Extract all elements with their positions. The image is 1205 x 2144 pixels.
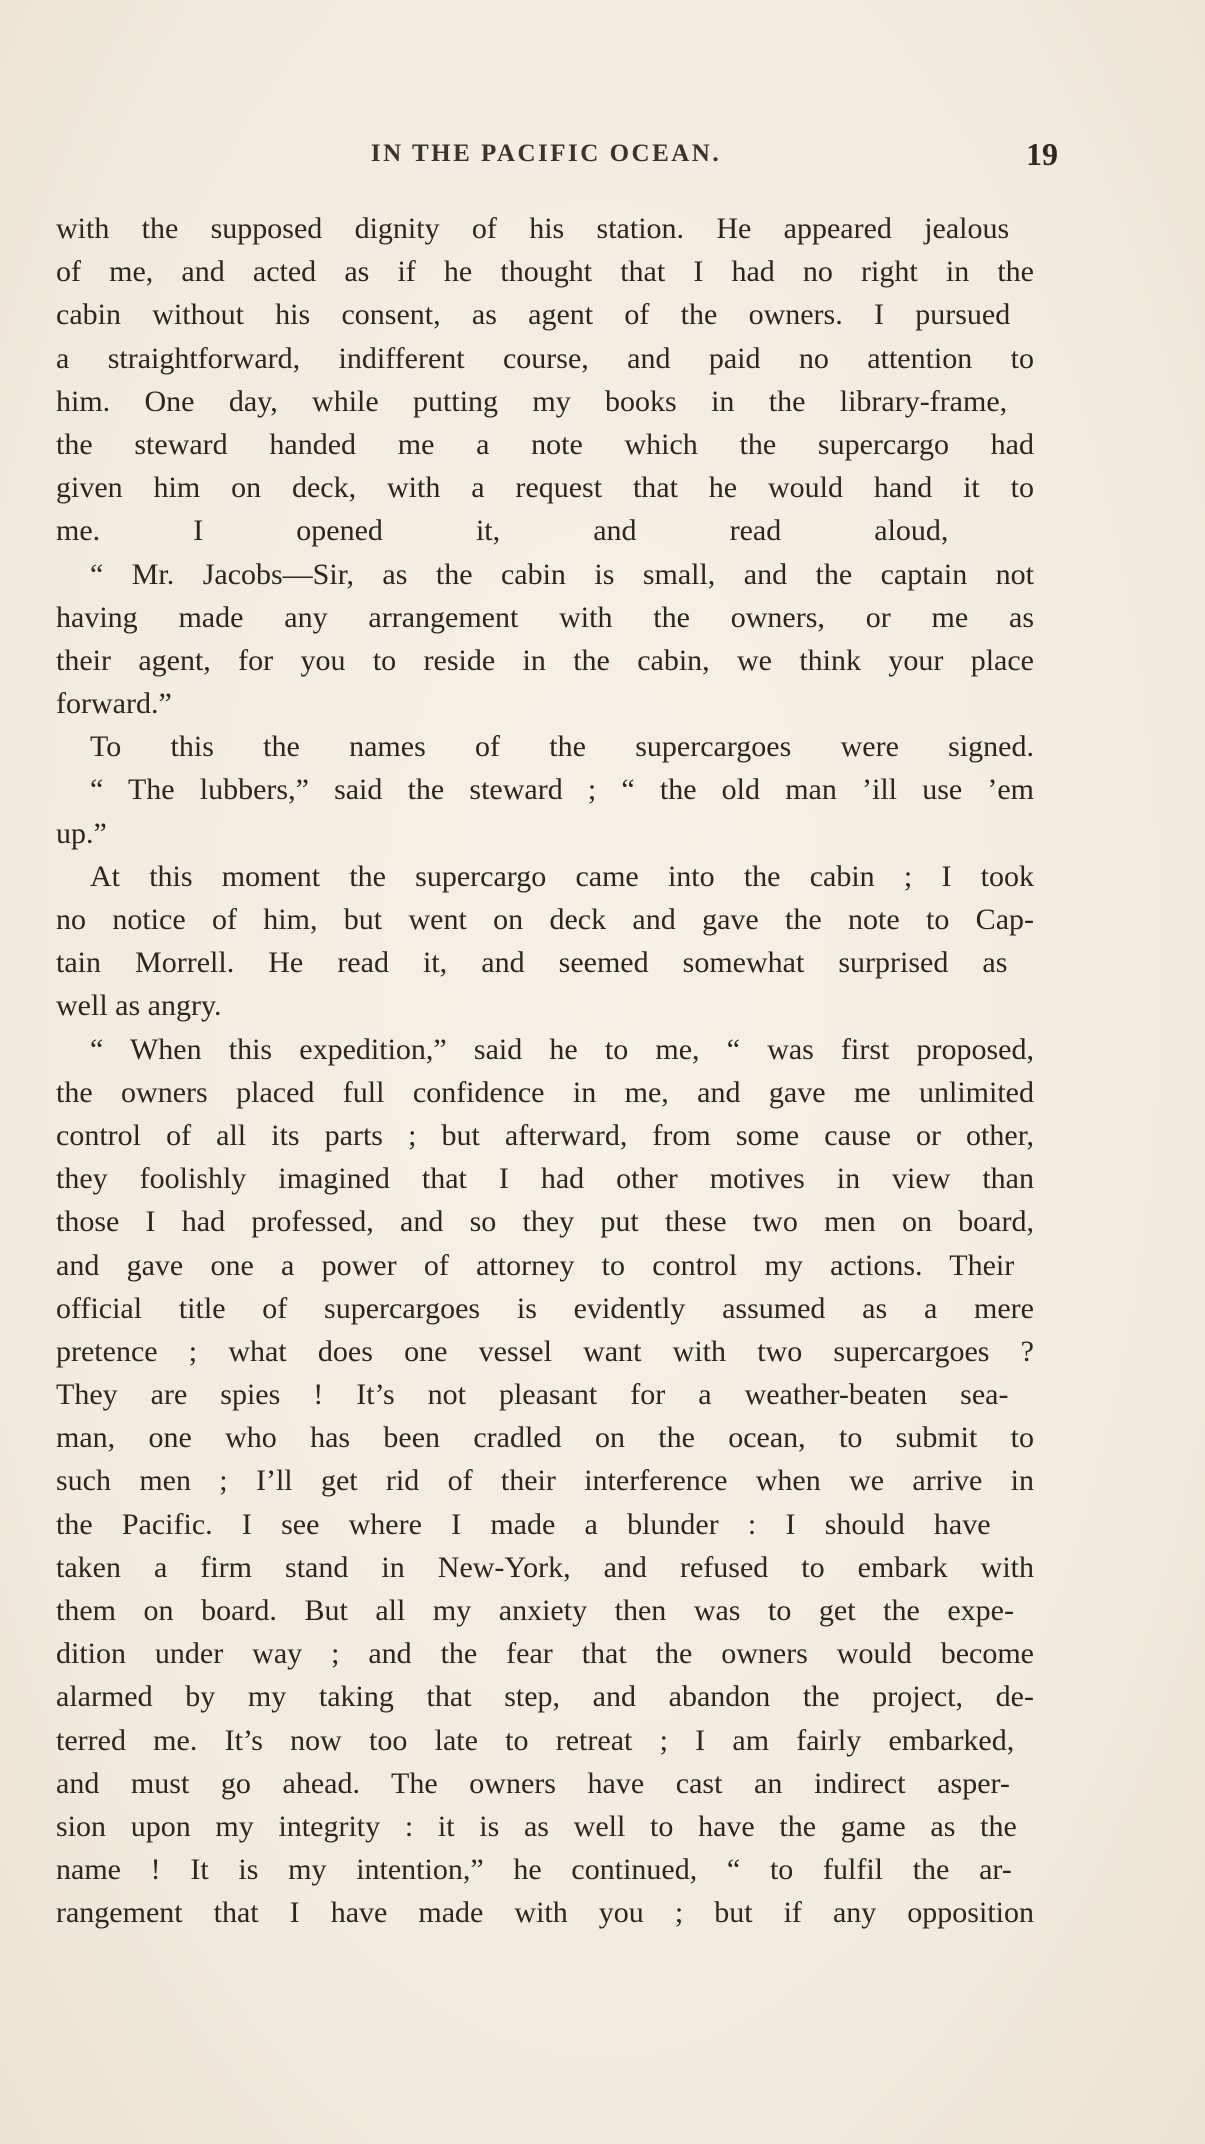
- text-line: name ! It is my intention,” he continued, “ to fulfil the ar-: [56, 1853, 1012, 1887]
- text-line: control of all its parts ; but afterward, from some cause or other,: [56, 1118, 1034, 1152]
- text-line: rangement that I have made with you ; but if any opposition: [56, 1896, 1034, 1930]
- text-line: They are spies ! It’s not pleasant for a weather-beaten sea-: [56, 1378, 1009, 1412]
- text-line: pretence ; what does one vessel want with two supercargoes ?: [56, 1334, 1034, 1368]
- text-line: sion upon my integrity : it is as well to have the game as the: [56, 1809, 1017, 1843]
- text-line: dition under way ; and the fear that the owners would become: [56, 1637, 1034, 1671]
- text-line: given him on deck, with a request that he would hand it to: [56, 471, 1034, 505]
- text-line: me. I opened it, and read aloud,: [56, 514, 949, 548]
- text-line: alarmed by my taking that step, and abandon the project, de-: [56, 1680, 1034, 1714]
- text-line: the Pacific. I see where I made a blunder : I should have: [56, 1507, 991, 1541]
- text-line: To this the names of the supercargoes were signed.: [90, 730, 1034, 764]
- text-line: of me, and acted as if he thought that I had no right in the: [56, 255, 1034, 289]
- text-line: terred me. It’s now too late to retreat ; I am fairly embarked,: [56, 1723, 1015, 1757]
- text-line: those I had professed, and so they put these two men on board,: [56, 1205, 1034, 1239]
- text-line: they foolishly imagined that I had other motives in view than: [56, 1162, 1034, 1196]
- text-line: with the supposed dignity of his station. He appeared jealous: [56, 212, 1010, 245]
- text-line: “ The lubbers,” said the steward ; “ the old man ’ill use ’em: [90, 773, 1034, 807]
- text-line: man, one who has been cradled on the ocean, to submit to: [56, 1421, 1034, 1455]
- text-line: taken a firm stand in New-York, and refused to embark with: [56, 1550, 1034, 1584]
- text-line: forward.”: [56, 687, 172, 721]
- text-line: and gave one a power of attorney to control my actions. Their: [56, 1248, 1015, 1282]
- text-line: them on board. But all my anxiety then was to get the expe-: [56, 1594, 1014, 1627]
- text-line: and must go ahead. The owners have cast an indirect asper-: [56, 1766, 1010, 1800]
- text-line: well as angry.: [56, 989, 222, 1023]
- text-line: a straightforward, indifferent course, and paid no attention to: [56, 341, 1034, 375]
- text-line: “ When this expedition,” said he to me, “ was first proposed,: [90, 1032, 1034, 1066]
- text-line: the owners placed full confidence in me, and gave me unlimited: [56, 1075, 1034, 1109]
- text-line: their agent, for you to reside in the cabin, we think your place: [56, 643, 1034, 677]
- text-line: no notice of him, but went on deck and gave the note to Cap-: [56, 903, 1034, 936]
- text-line: official title of supercargoes is evidently assumed as a mere: [56, 1291, 1034, 1325]
- text-line: such men ; I’ll get rid of their interference when we arrive in: [56, 1464, 1034, 1498]
- page-number: 19: [1026, 136, 1058, 172]
- text-line: At this moment the supercargo came into the cabin ; I took: [90, 859, 1034, 893]
- text-line: cabin without his consent, as agent of the owners. I pursued: [56, 298, 1011, 332]
- text-line: him. One day, while putting my books in the library-frame,: [56, 384, 1008, 418]
- body-text: [56, 207, 1034, 1935]
- text-line: having made any arrangement with the owners, or me as: [56, 600, 1034, 634]
- text-line: the steward handed me a note which the supercargo had: [56, 427, 1034, 461]
- text-line: up.”: [56, 816, 107, 850]
- running-head: [56, 136, 1058, 180]
- text-line: tain Morrell. He read it, and seemed somewhat surprised as: [56, 946, 1008, 980]
- text-line: “ Mr. Jacobs—Sir, as the cabin is small, and the captain not: [90, 557, 1034, 591]
- running-title: IN THE PACIFIC OCEAN.: [370, 140, 722, 167]
